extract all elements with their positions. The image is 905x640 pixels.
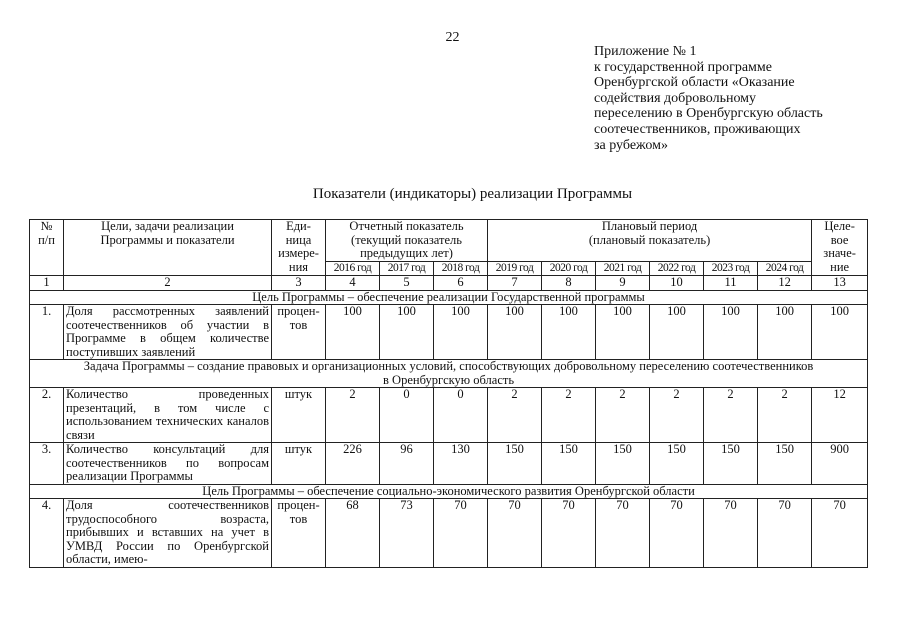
annex-block bbox=[594, 44, 823, 153]
row-value: 2 bbox=[542, 388, 596, 443]
task-text: Задача Программы – создание правовых и организационных условий, способствующих добровольному переселению соотечественников в Оренбургскую область bbox=[30, 360, 868, 388]
row-value: 150 bbox=[542, 443, 596, 485]
column-number: 1 bbox=[30, 276, 64, 291]
column-number: 2 bbox=[64, 276, 272, 291]
header-num: № п/п bbox=[30, 220, 64, 276]
column-number: 13 bbox=[812, 276, 868, 291]
row-value: 100 bbox=[380, 305, 434, 360]
row-value: 100 bbox=[542, 305, 596, 360]
year-cell: 2024 год bbox=[758, 261, 812, 276]
table-row bbox=[30, 388, 868, 443]
document-title: Показатели (индикаторы) реализации Программы bbox=[312, 186, 633, 202]
column-number: 5 bbox=[380, 276, 434, 291]
row-indicator: Количество проведенных презентаций, в том числе с использованием технических каналов связи bbox=[64, 388, 272, 443]
column-number: 6 bbox=[434, 276, 488, 291]
year-cell: 2020 год bbox=[542, 261, 596, 276]
row-value: 130 bbox=[434, 443, 488, 485]
annex-line: Приложение № 1 bbox=[594, 44, 697, 59]
row-target: 70 bbox=[812, 499, 868, 568]
header-goals: Цели, задачи реализации Программы и показатели bbox=[64, 220, 272, 276]
goal-row bbox=[30, 290, 868, 305]
column-number: 11 bbox=[704, 276, 758, 291]
row-value: 150 bbox=[596, 443, 650, 485]
row-value: 150 bbox=[704, 443, 758, 485]
row-value: 150 bbox=[650, 443, 704, 485]
row-value: 100 bbox=[704, 305, 758, 360]
row-target: 12 bbox=[812, 388, 868, 443]
row-value: 68 bbox=[326, 499, 380, 568]
table-row bbox=[30, 499, 868, 568]
row-target: 100 bbox=[812, 305, 868, 360]
column-number: 8 bbox=[542, 276, 596, 291]
header-planned: Плановый период (плановый показатель) bbox=[488, 220, 812, 262]
indicators-table bbox=[29, 219, 868, 568]
column-number: 4 bbox=[326, 276, 380, 291]
goal-text: Цель Программы – обеспечение реализации Государственной программы bbox=[30, 290, 868, 305]
row-value: 150 bbox=[488, 443, 542, 485]
row-value: 2 bbox=[704, 388, 758, 443]
row-unit: процен- тов bbox=[272, 499, 326, 568]
annex-line: к государственной программе bbox=[594, 59, 772, 75]
year-cell: 2023 год bbox=[704, 261, 758, 276]
row-value: 70 bbox=[542, 499, 596, 568]
row-value: 2 bbox=[488, 388, 542, 443]
row-value: 70 bbox=[434, 499, 488, 568]
column-number: 3 bbox=[272, 276, 326, 291]
year-cell: 2016 год bbox=[326, 261, 380, 276]
annex-line: Оренбургской области «Оказание bbox=[594, 75, 795, 91]
row-unit: процен- тов bbox=[272, 305, 326, 360]
row-value: 150 bbox=[758, 443, 812, 485]
row-value: 100 bbox=[758, 305, 812, 360]
row-value: 100 bbox=[488, 305, 542, 360]
header-row bbox=[30, 220, 868, 262]
row-value: 70 bbox=[650, 499, 704, 568]
row-value: 73 bbox=[380, 499, 434, 568]
row-value: 100 bbox=[596, 305, 650, 360]
row-num: 2. bbox=[30, 388, 64, 443]
column-number: 10 bbox=[650, 276, 704, 291]
row-value: 2 bbox=[596, 388, 650, 443]
year-cell: 2022 год bbox=[650, 261, 704, 276]
year-cell: 2018 год bbox=[434, 261, 488, 276]
annex-line: переселению в Оренбургскую область bbox=[594, 106, 823, 122]
row-value: 70 bbox=[596, 499, 650, 568]
year-cell: 2021 год bbox=[596, 261, 650, 276]
row-unit: штук bbox=[272, 388, 326, 443]
row-value: 2 bbox=[326, 388, 380, 443]
row-num: 3. bbox=[30, 443, 64, 485]
goal-text: Цель Программы – обеспечение социально-экономического развития Оренбургской области bbox=[30, 484, 868, 499]
table-row bbox=[30, 443, 868, 485]
row-value: 226 bbox=[326, 443, 380, 485]
row-value: 96 bbox=[380, 443, 434, 485]
row-value: 100 bbox=[326, 305, 380, 360]
column-number: 12 bbox=[758, 276, 812, 291]
row-indicator: Количество консультаций для соотечественников по вопросам реализации Программы bbox=[64, 443, 272, 485]
table-row bbox=[30, 305, 868, 360]
row-num: 4. bbox=[30, 499, 64, 568]
row-value: 0 bbox=[434, 388, 488, 443]
annex-line: соотечественников, проживающих bbox=[594, 121, 801, 137]
row-indicator: Доля соотечественников трудоспособного возраста, прибывших и вставших на учет в УМВД России по Оренбургской области, имею- bbox=[64, 499, 272, 568]
goal-row bbox=[30, 484, 868, 499]
column-number: 7 bbox=[488, 276, 542, 291]
page-number: 22 bbox=[445, 30, 460, 45]
header-target: Целе- вое значе- ние bbox=[812, 220, 868, 276]
row-unit: штук bbox=[272, 443, 326, 485]
year-cell: 2019 год bbox=[488, 261, 542, 276]
column-number: 9 bbox=[596, 276, 650, 291]
header-unit: Еди- ница измере- ния bbox=[272, 220, 326, 276]
row-value: 2 bbox=[758, 388, 812, 443]
row-indicator: Доля рассмотренных заявлений соотечественников об участии в Программе в общем количестве поступивших заявлений bbox=[64, 305, 272, 360]
row-value: 70 bbox=[488, 499, 542, 568]
row-value: 70 bbox=[704, 499, 758, 568]
row-target: 900 bbox=[812, 443, 868, 485]
row-num: 1. bbox=[30, 305, 64, 360]
row-value: 100 bbox=[650, 305, 704, 360]
annex-line: содействия добровольному bbox=[594, 90, 757, 106]
column-number-row bbox=[30, 276, 868, 291]
row-value: 0 bbox=[380, 388, 434, 443]
row-value: 70 bbox=[758, 499, 812, 568]
task-row bbox=[30, 360, 868, 388]
row-value: 2 bbox=[650, 388, 704, 443]
row-value: 100 bbox=[434, 305, 488, 360]
annex-line: за рубежом» bbox=[594, 137, 668, 153]
header-reporting: Отчетный показатель (текущий показатель предыдущих лет) bbox=[326, 220, 488, 262]
year-cell: 2017 год bbox=[380, 261, 434, 276]
